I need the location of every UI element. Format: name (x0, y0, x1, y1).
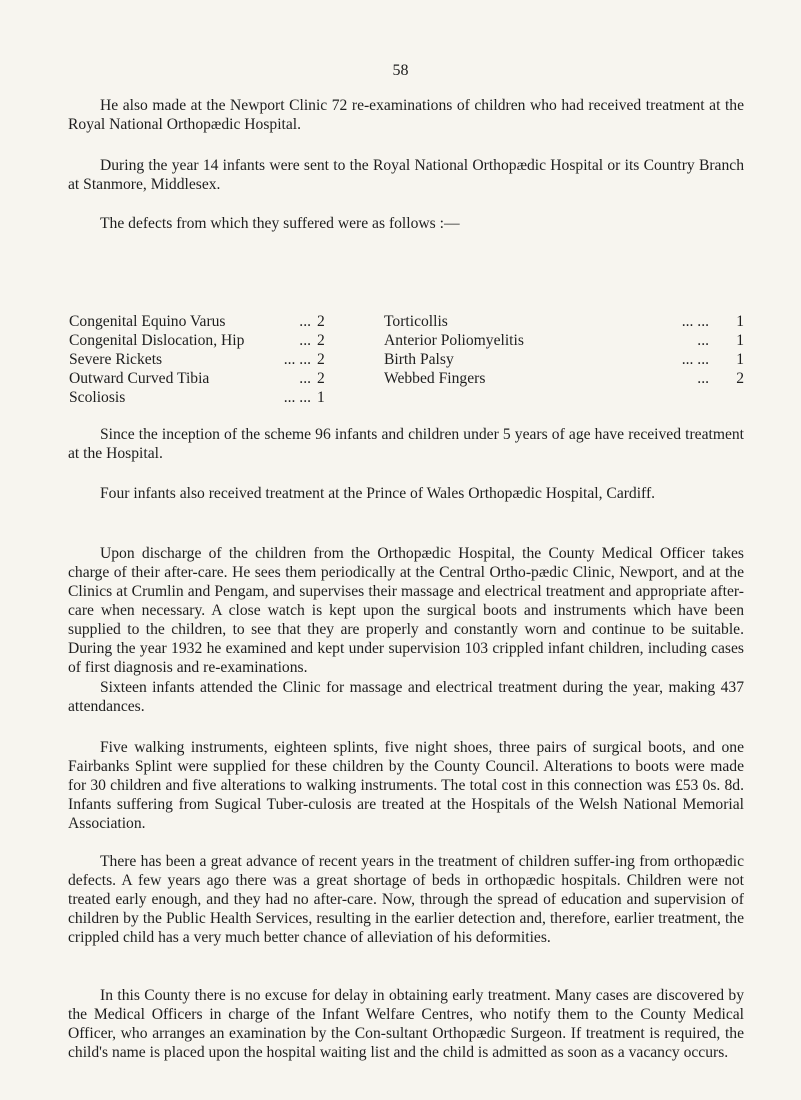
leader-dots: ... (299, 370, 311, 387)
leader-dots: ... (697, 332, 709, 349)
leader-dots: ... ... (681, 313, 709, 330)
defect-count: 2 (317, 332, 325, 349)
defects-table (69, 312, 744, 407)
defect-condition: Torticollis (384, 313, 448, 330)
defects-row (69, 388, 744, 407)
leader-dots: ... ... (681, 351, 709, 368)
defect-condition: Congenital Dislocation, Hip (69, 332, 245, 349)
paragraph-instruments: Five walking instruments, eighteen splints, five night shoes, three pairs of surgical boots, and one Fairbanks Splint were supplied for these children by the County Council. Alterations to boots were made for 30 children and five alterations to walking instruments. The total cost in this connection was £53 0s. 8d. Infants suffering from Sugical Tuber-culosis are treated at the Hospitals of the Welsh National Memorial Association. (68, 739, 744, 832)
defect-count: 2 (317, 313, 325, 330)
defect-count: 1 (736, 351, 744, 368)
leader-dots: ... (697, 370, 709, 387)
defect-condition: Severe Rickets (69, 351, 163, 368)
defect-condition: Webbed Fingers (384, 370, 486, 387)
defect-count: 1 (736, 332, 744, 349)
paragraph-infants-sent: During the year 14 infants were sent to the Royal National Orthopædic Hospital or its Country Branch at Stanmore, Middlesex. (68, 157, 744, 193)
paragraph-massage: Sixteen infants attended the Clinic for massage and electrical treatment during the year, making 437 attendances. (68, 679, 744, 715)
defect-condition: Outward Curved Tibia (69, 370, 210, 387)
leader-dots: ... (299, 313, 311, 330)
paragraph-inception: Since the inception of the scheme 96 infants and children under 5 years of age have received treatment at the Hospital. (68, 426, 744, 462)
paragraph-after-care: Upon discharge of the children from the Orthopædic Hospital, the County Medical Officer takes charge of their after-care. He sees them periodically at the Central Ortho-pædic Clinic, Newport, and at the Clinics at Crumlin and Pengam, and supervises their massage and electrical treatment and appropriate after-care when necessary. A close watch is kept upon the surgical boots and instruments which have been supplied to the children, to see that they are properly and constantly worn and continue to be suitable. During the year 1932 he examined and kept under supervision 103 crippled infant children, including cases of first diagnosis and re-examinations. (68, 545, 744, 676)
defects-row (69, 312, 744, 331)
leader-dots: ... (299, 332, 311, 349)
defects-row (69, 331, 744, 350)
paragraph-advance: There has been a great advance of recent years in the treatment of children suffer-ing from orthopædic defects. A few years ago there was a great shortage of beds in orthopædic hospitals. Children were not treated early enough, and they had no after-care. Now, through the spread of education and supervision of children by the Public Health Services, resulting in the earlier detection and, therefore, earlier treatment, the crippled child has a very much better chance of alleviation of his deformities. (68, 853, 744, 946)
paragraph-defects-intro: The defects from which they suffered were as follows :— (100, 215, 460, 232)
defect-condition: Birth Palsy (384, 351, 454, 368)
defect-count: 2 (317, 370, 325, 387)
defects-row (69, 369, 744, 388)
leader-dots: ... ... (283, 389, 311, 406)
defect-condition: Anterior Poliomyelitis (384, 332, 524, 349)
leader-dots: ... ... (283, 351, 311, 368)
paragraph-early-treatment: In this County there is no excuse for delay in obtaining early treatment. Many cases are discovered by the Medical Officers in charge of the Infant Welfare Centres, who notify them to the County Medical Officer, who arranges an examination by the Con-sultant Orthopædic Surgeon. If treatment is required, the child's name is placed upon the hospital waiting list and the child is admitted as soon as a vacancy occurs. (68, 987, 744, 1061)
defect-count: 1 (317, 389, 325, 406)
defects-row (69, 350, 744, 369)
defect-count: 2 (317, 351, 325, 368)
defect-condition: Scoliosis (69, 389, 126, 406)
defect-condition: Congenital Equino Varus (69, 313, 226, 330)
paragraph-cardiff: Four infants also received treatment at the Prince of Wales Orthopædic Hospital, Cardiff. (100, 485, 656, 502)
defect-count: 1 (736, 313, 744, 330)
page-number: 58 (392, 62, 409, 79)
defect-count: 2 (736, 370, 744, 387)
paragraph-newport-clinic: He also made at the Newport Clinic 72 re-examinations of children who had received treatment at the Royal National Orthopædic Hospital. (68, 97, 744, 133)
